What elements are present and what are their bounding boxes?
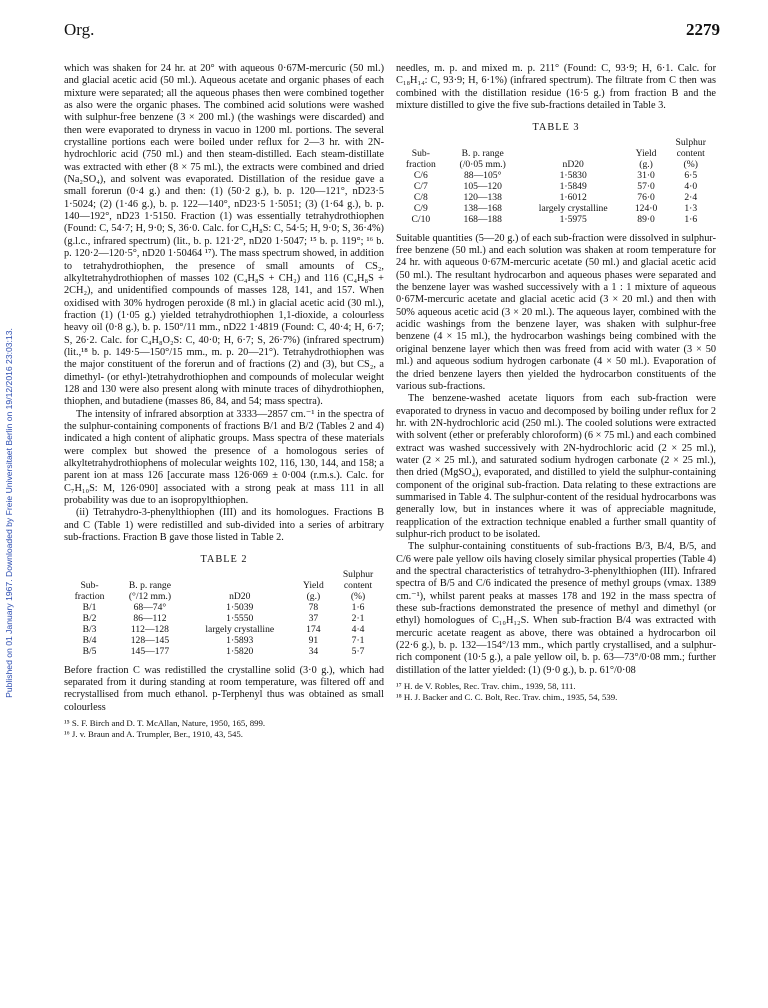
footnotes [396, 681, 716, 703]
table-cell: 1·3 [684, 202, 698, 214]
paragraph: Before fraction C was redistilled the crystalline solid (3·0 g.), which had separated from it during standing at room temperature, was filtered off and recrystallised from much ethanol. p-Terphenyl thus was obtained as small colourless [64, 664, 384, 713]
table-cell: 174 [306, 623, 321, 635]
table-row [64, 646, 384, 657]
table-cell: 78 [308, 601, 319, 613]
table-header-row [396, 137, 716, 170]
table-cell: 1·5830 [559, 169, 587, 181]
paragraph: The sulphur-containing constituents of sub-fractions B/3, B/4, B/5, and C/6 were pale yellow oils having closely similar physical properties (Table 4) and the spectral characteristics of tetrahydro-3-phenylthiophen (III). Infrared spectra of B/5 and C/6 indicated the presence of methyl groups (νmax. 1389 cm.⁻¹), whilst parent peaks at masses 178 and 192 in the mass spectra of these sub-fractions demonstrated the presence of methyl and dimethyl (or ethyl) homologues of C₁₀H₁₂S. When sub-fraction B/4 was extracted with mercuric acetate reagent as above, there was obtained a hydrocarbon oil (22·6 g.), b. p. 132—154°/13 mm., which partly crystallised, and a sulphur-rich component (10·5 g.), a pale yellow oil, b. p. 63—73°/0·08 mm.; further distillation of the latter yielded: (1) (9·0 g.), b. p. 61°/0·08 [396, 541, 716, 676]
table-cell: C/8 [413, 191, 428, 203]
table-cell: 57·0 [637, 180, 655, 192]
table-cell: C/7 [413, 180, 428, 192]
table-cell: 1·5849 [559, 180, 587, 192]
right-column [396, 63, 716, 703]
table-cell: B/3 [82, 623, 97, 635]
table-header-row [64, 569, 384, 602]
table-row [396, 170, 716, 181]
download-watermark-text: Published on 01 January 1967. Downloaded by Freie Universitaet Berlin on 19/12/2016 23:03:13. [4, 328, 14, 698]
table-cell: C/10 [411, 213, 431, 225]
table-cell: B/4 [82, 634, 97, 646]
table-cell: C/9 [413, 202, 428, 214]
table-3 [396, 137, 716, 225]
table-2-title: TABLE 2 [200, 554, 248, 566]
table-cell: 145—177 [130, 645, 170, 657]
table-cell: 105—120 [463, 180, 502, 192]
table-cell: 1·6 [684, 213, 698, 225]
paragraph: needles, m. p. and mixed m. p. 211° (Found: C, 93·9; H, 6·1. Calc. for C₁₈H₁₄: C, 93·9; H, 6·1%) (infrared spectrum). The filtrate from C then was combined with the distillation residue (16·5 g.) from fraction B and the mixture distilled to give the five sub-fractions detailed in Table 3. [396, 63, 716, 112]
table-cell: 120—138 [463, 191, 502, 203]
table-cell: C/6 [413, 169, 428, 181]
table-row [396, 181, 716, 192]
col-header: Sulphur content (%) [675, 136, 706, 170]
table-cell: 37 [308, 612, 319, 624]
footnotes [64, 718, 384, 740]
table-cell: 124·0 [634, 202, 658, 214]
table-cell: largely crystalline [538, 202, 608, 214]
table-cell: 112—128 [130, 623, 169, 635]
table-cell: 138—168 [463, 202, 502, 214]
table-cell: 1·5975 [559, 213, 587, 225]
col-header: Yield (g.) [635, 147, 657, 170]
table-cell: 7·1 [351, 634, 365, 646]
table-cell: 1·5550 [226, 612, 254, 624]
table-cell: 1·5039 [226, 601, 254, 613]
table-cell: 2·1 [351, 612, 365, 624]
table-cell: 2·4 [684, 191, 698, 203]
table-cell: 4·4 [351, 623, 365, 635]
col-header: Sub- fraction [405, 147, 436, 170]
table-cell: 5·7 [351, 645, 365, 657]
paragraph: The benzene-washed acetate liquors from each sub-fraction were evaporated to dryness in vacuo and decomposed by boiling under reflux for 2 hr. with 2N-hydrochloric acid (250 ml.). The cooled solutions were extracted with solvent (ether or preferably chloroform) (6 × 75 ml.) and each combined extract was washed successively with 2N-hydrochloric acid (2 × 25 ml.), water (2 × 25 ml.), and saturated sodium hydrogen carbonate (2 × 25 ml.), then dried (MgSO₄), evaporated, and distilled to yield the sulphur-containing component of the original sub-fraction. Data relating to these extractions are summarised in Table 4. The sulphur-content of the residual hydrocarbons was generally low, but in instances where it was of appreciable magnitude, reapplication of the extraction technique enabled a further small quantity of sulphur-rich product to be isolated. [396, 393, 716, 540]
col-header: Sulphur content (%) [342, 568, 374, 602]
table-cell: 4·0 [684, 180, 698, 192]
col-header: B. p. range (/0·05 mm.) [459, 147, 506, 170]
table-cell: 6·5 [684, 169, 698, 181]
col-header: nD20 [562, 158, 584, 170]
download-watermark [2, 168, 16, 858]
table-cell: 1·6012 [559, 191, 587, 203]
table-row [396, 214, 716, 225]
table-cell: 31·0 [637, 169, 655, 181]
footnote: ¹⁷ H. de V. Robles, Rec. Trav. chim., 1939, 58, 111. [396, 681, 576, 692]
col-header: nD20 [229, 590, 251, 602]
table-row [64, 624, 384, 635]
table-row [64, 635, 384, 646]
paragraph: (ii) Tetrahydro-3-phenylthiophen (III) and its homologues. Fractions B and C (Table 1) were redistilled and sub-divided into a series of arbitrary sub-fractions. Fraction B gave those listed in Table 2. [64, 507, 384, 544]
table-cell: 68—74° [133, 601, 167, 613]
table-cell: B/1 [82, 601, 97, 613]
table-cell: 88—105° [463, 169, 502, 181]
footnote: ¹⁶ J. v. Braun and A. Trumpler, Ber., 1910, 43, 545. [64, 728, 244, 739]
table-row [64, 602, 384, 613]
table-cell: 89·0 [637, 213, 655, 225]
table-cell: 1·5893 [226, 634, 254, 646]
table-cell: 86—112 [133, 612, 167, 624]
table-2 [64, 569, 384, 657]
table-row [396, 192, 716, 203]
left-column [64, 63, 384, 740]
footnote: ¹⁸ H. J. Backer and C. C. Bolt, Rec. Trav. chim., 1935, 54, 539. [396, 691, 618, 702]
table-cell: 91 [308, 634, 319, 646]
col-header: Sub- fraction [74, 579, 105, 602]
page-number: 2279 [686, 20, 720, 39]
table-cell: 1·6 [351, 601, 365, 613]
table-3-title: TABLE 3 [532, 122, 580, 134]
paragraph: which was shaken for 24 hr. at 20° with aqueous 0·67M-mercuric (50 ml.) and glacial acetic acid (50 ml.). Aqueous acetate and organic phases of each mixture were separated; all the aqueous phases then were combined together as also were the organic phases. The combined acid solutions were washed with sulphur-free benzene (3 × 200 ml.) (the washings were discarded) and then were evaporated to dryness in vacuo in 1200 ml. portions. The several crystalline portions each were boiled under reflux for 2—3 hr. with 2N-hydrochloric acid (750 ml.) and then steam-distilled. Each steam-distillate was extracted with ether (8 × 75 ml.), the extracts were combined and dried (Na₂SO₄), and solvent was evaporated. Distillation of the residue gave a small forerun (0·4 g.) and then: (1) (50·2 g.), b. p. 120—121°, nD23·5 1·5024; (2) (1·46 g.), b. p. 122—140°, nD23·5 1·5051; (3) (1·64 g.), b. p. 140—192°, nD23 1·5150. Fraction (1) was essentially tetrahydrothiophen (Found: C, 54·7; H, 9·0; S, 36·0. Calc. for C₄H₈S: C, 54·5; H, 9·0; S, 36·4%) (g.l.c., infrared spectrum) (lit., b. p. 121·2°, nD20 1·5047; ¹⁵ b. p. 119°; ¹⁶ b. p. 120·2—120·5°, nD20 1·50464 ¹⁷). The mass spectrum showed, in addition to tetrahydrothiophen, the presence of small amounts of CS₂, alkyltetrahydrothiophen of masses 102 (C₄H₈S + CH₂) and 116 (C₄H₈S + 2CH₂), and unidentified compounds of masses 128, 141, and 157. When oxidised with 30% hydrogen peroxide (8 ml.) in glacial acetic acid (30 ml.), fraction (1) (1·05 g.) yielded tetrahydrothiophen 1,1-dioxide, a colourless heavy oil (0·8 g.), b. p. 150°/11 mm., nD22 1·4819 (Found: C, 40·4; H, 6·7; S, 26·2. Calc. for C₄H₈O₂S: C, 40·0; H, 6·7; S, 26·7%) (infrared spectrum) (lit.,¹⁸ b. p. 149·5—150°/15 mm., m. p. 20—21°). Tetrahydrothiophen was the major constituent of the forerun and of fractions (2) and (3), but CS₂, a dimethyl- (or ethyl-)tetrahydrothiophen and compounds of molecular weight 128 and 130 were also present along with minute traces of dihydrothiophen, thiophen, and butadiene (masses 86, 84, and 54; mass spectra). [64, 63, 384, 408]
table-cell: 168—188 [463, 213, 502, 225]
paragraph: The intensity of infrared absorption at 3333—2857 cm.⁻¹ in the spectra of the sulphur-containing components of fractions B/1 and B/2 (Tables 2 and 4) indicated a high content of aliphatic groups. Mass spectra of these materials were complex but showed the presence of a homologous series of alkyltetrahydrothiophens of molecular weights 102, 116, 130, 144, and 158; a parent ion at mass 126 [accurate mass 126·069 ± 0·004 (r.m.s.). Calc. for C₇H₁₀S: M, 126·090] associated with a strong peak at mass 111 in all probability was due to an isopropylthiophen. [64, 408, 384, 507]
table-row [396, 203, 716, 214]
col-header: Yield (g.) [302, 579, 324, 602]
table-cell: B/2 [82, 612, 97, 624]
col-header: B. p. range (°/12 mm.) [128, 579, 172, 602]
table-row [64, 613, 384, 624]
paragraph: Suitable quantities (5—20 g.) of each sub-fraction were dissolved in sulphur-free benzene (50 ml.) and each solution was shaken at room temperature for 24 hr. with aqueous 0·67M-mercuric acetate (50 ml.) and glacial acetic acid (50 ml.). The resultant hydrocarbon and aqueous phases were separated and the benzene layer was washed successively with a 1 : 1 mixture of aqueous 0·67M-mercuric acetate and glacial acetic acid (3 × 20 ml.) and then with 50% aqueous acetic acid (3 × 20 ml.). The aqueous layer, combined with the acidic washings from the benzene layer, was shaken with sulphur-free benzene (4 × 15 ml.), the hydrocarbon washings being combined with the original benzene layer which then was freed from acid with water (3 × 50 ml.) and aqueous sodium hydrogen carbonate (4 × 50 ml.). Evaporation of the dried benzene layers then yielded the hydrocarbon constituents of the various sub-fractions. [396, 232, 716, 392]
table-cell: largely crystalline [205, 623, 275, 635]
footnote: ¹⁵ S. F. Birch and D. T. McAllan, Nature, 1950, 165, 899. [64, 718, 266, 729]
table-cell: 1·5820 [226, 645, 254, 657]
journal-section: Org. [64, 20, 95, 39]
table-cell: 34 [308, 645, 319, 657]
table-cell: 128—145 [130, 634, 170, 646]
table-cell: B/5 [82, 645, 97, 657]
table-cell: 76·0 [637, 191, 655, 203]
